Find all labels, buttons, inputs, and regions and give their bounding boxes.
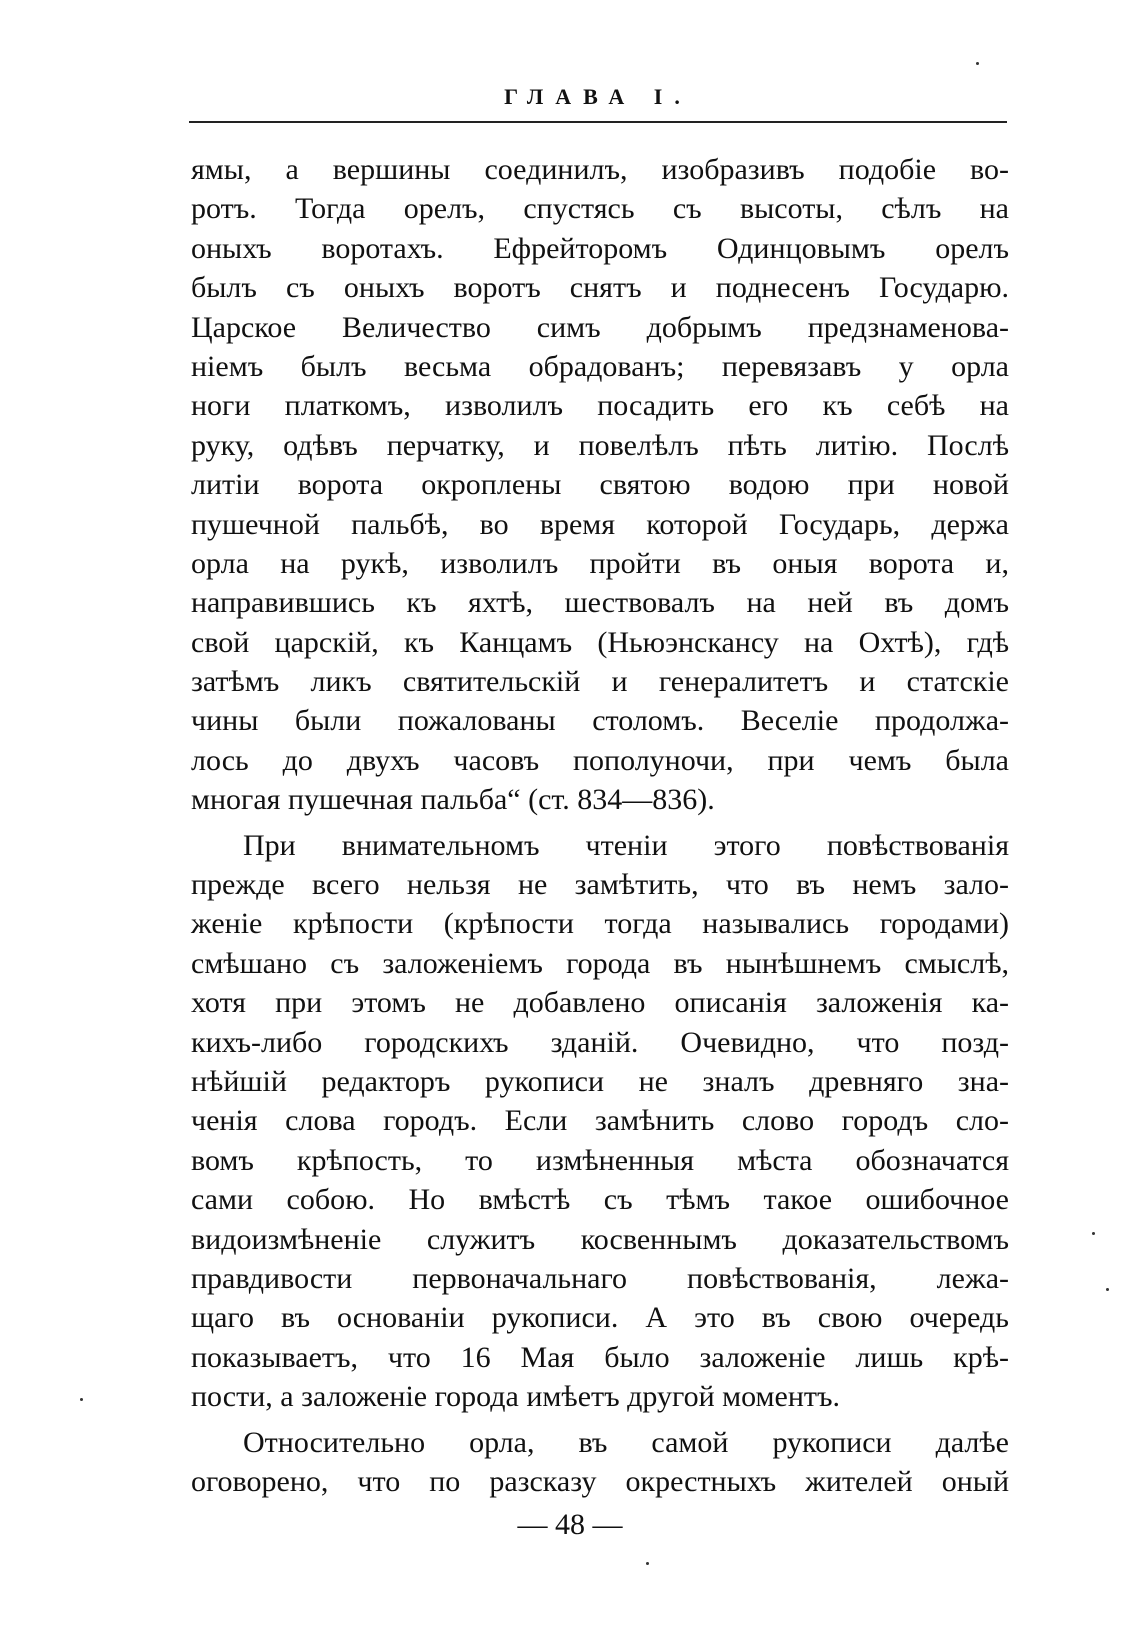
text-line: показываетъ, что 16 Мая было заложеніе лишь крѣ- [191,1340,1009,1374]
text-line: руку, одѣвъ перчатку, и повелѣлъ пѣть литію. Послѣ [191,428,1009,462]
text-line: оговорено, что по разсказу окрестныхъ жителей оный [191,1464,1009,1498]
text-line: женіе крѣпости (крѣпости тогда назывались городами) [191,907,1009,941]
text-line: литіи ворота окроплены святою водою при новой [191,468,1009,502]
text-line: сами собою. Но вмѣстѣ съ тѣмъ такое ошибочное [191,1183,1009,1217]
text-line: ноги платкомъ, изволилъ посадить его къ себѣ на [191,389,1009,423]
text-line: Царское Величество симъ добрымъ предзнаменова- [191,310,1009,344]
text-line: пушечной пальбѣ, во время которой Государь, держа [191,507,1009,541]
text-line: затѣмъ ликъ святительскій и генералитетъ и статскіе [191,665,1009,699]
text-line: кихъ-либо городскихъ зданій. Очевидно, что позд- [191,1025,1009,1059]
header-rule [189,121,1007,123]
text-line: ченія слова городъ. Если замѣнить слово городъ сло- [191,1104,1009,1138]
text-line: пости, а заложеніе города имѣетъ другой моментъ. [191,1380,841,1414]
text-line: При внимательномъ чтеніи этого повѣствованія [243,828,1009,862]
print-speck [80,1398,83,1401]
running-head: ГЛАВА І. [504,84,692,109]
text-line: ніемъ былъ весьма обрадованъ; перевязавъ у орла [191,349,1009,383]
text-line: орла на рукѣ, изволилъ пройти въ оныя ворота и, [191,546,1009,580]
text-line: Относительно орла, въ самой рукописи далѣе [243,1425,1009,1459]
print-speck [646,1562,649,1565]
text-line: смѣшано съ заложеніемъ города въ нынѣшнемъ смыслѣ, [191,946,1009,980]
text-line: видоизмѣненіе служитъ косвеннымъ доказательствомъ [191,1222,1009,1256]
text-line: ротъ. Тогда орелъ, спустясь съ высоты, сѣлъ на [191,192,1009,226]
text-line: былъ съ оныхъ воротъ снятъ и поднесенъ Государю. [191,271,1009,305]
text-line: лось до двухъ часовъ пополуночи, при чемъ была [191,743,1009,777]
text-line: правдивости первоначальнаго повѣствованія, лежа- [191,1261,1009,1295]
print-speck [1106,1288,1109,1291]
text-line: вомъ крѣпость, то измѣненныя мѣста обозначатся [191,1143,1009,1177]
text-line: хотя при этомъ не добавлено описанія заложенія ка- [191,986,1009,1020]
print-speck [1092,1232,1095,1235]
text-line: чины были пожалованы столомъ. Веселіе продолжа- [191,704,1009,738]
text-line: направившись къ яхтѣ, шествовалъ на ней въ домъ [191,586,1009,620]
text-line: многая пушечная пальба“ (ст. 834—836). [191,783,715,817]
text-line: нѣйшій редакторъ рукописи не зналъ древняго зна- [191,1064,1009,1098]
text-line: свой царскій, къ Канцамъ (Ньюэнскансу на Охтѣ), гдѣ [191,625,1009,659]
text-line: оныхъ воротахъ. Ефрейторомъ Одинцовымъ орелъ [191,231,1009,265]
text-line: ямы, а вершины соединилъ, изобразивъ подобіе во- [191,153,1009,186]
print-speck [976,62,979,65]
text-line: щаго въ основаніи рукописи. А это въ свою очередь [191,1301,1009,1335]
text-line: прежде всего нельзя не замѣтить, что въ немъ зало- [191,868,1009,902]
body-text [191,150,1009,1501]
page-number: — 48 — [517,1508,623,1541]
